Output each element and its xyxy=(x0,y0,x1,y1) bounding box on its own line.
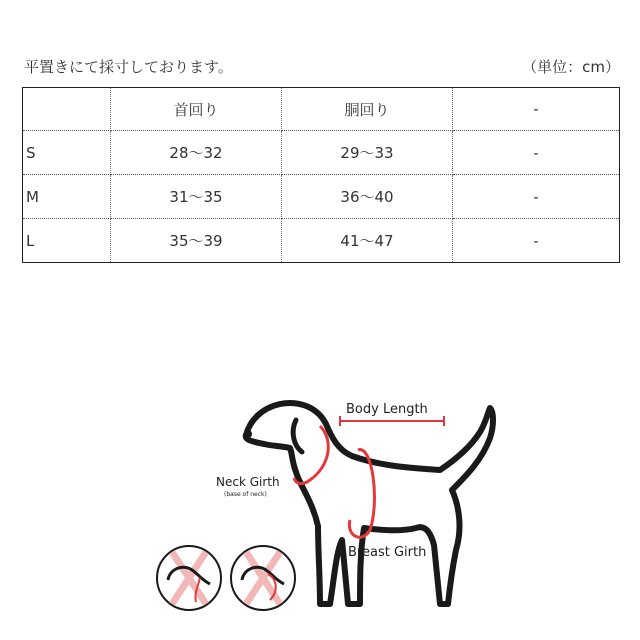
dog-head-crossed-icon xyxy=(231,546,295,610)
measurement-note: 平置きにて採寸しております。 xyxy=(24,58,233,76)
table-row xyxy=(23,131,620,175)
extra-value: - xyxy=(453,219,620,263)
body-length-label: Body Length xyxy=(346,402,428,417)
neck-girth-sublabel: (base of neck) xyxy=(224,491,267,498)
dog-ear xyxy=(293,420,302,452)
dog-measurement-diagram xyxy=(0,380,640,640)
size-label: S xyxy=(23,131,111,175)
extra-value: - xyxy=(453,175,620,219)
breast-girth-ring xyxy=(349,450,374,538)
header-chest: 胴回り xyxy=(282,88,453,131)
header-cell xyxy=(23,88,111,131)
dog-nose xyxy=(244,430,252,438)
dog-head-crossed-icon xyxy=(157,546,221,610)
neck-girth-label: Neck Girth xyxy=(216,475,280,489)
header-neck: 首回り xyxy=(111,88,282,131)
breast-girth-label: Breast Girth xyxy=(348,545,427,560)
chest-value: 29〜33 xyxy=(282,131,453,175)
table-header-row xyxy=(23,88,620,131)
neck-value: 35〜39 xyxy=(111,219,282,263)
chest-value: 36〜40 xyxy=(282,175,453,219)
table-row xyxy=(23,219,620,263)
size-label: L xyxy=(23,219,111,263)
neck-value: 31〜35 xyxy=(111,175,282,219)
header-extra: - xyxy=(453,88,620,131)
chest-value: 41〜47 xyxy=(282,219,453,263)
extra-value: - xyxy=(453,131,620,175)
neck-value: 28〜32 xyxy=(111,131,282,175)
table-row xyxy=(23,175,620,219)
size-label: M xyxy=(23,175,111,219)
unit-label: （単位：cm） xyxy=(522,58,620,76)
size-table xyxy=(22,87,620,263)
